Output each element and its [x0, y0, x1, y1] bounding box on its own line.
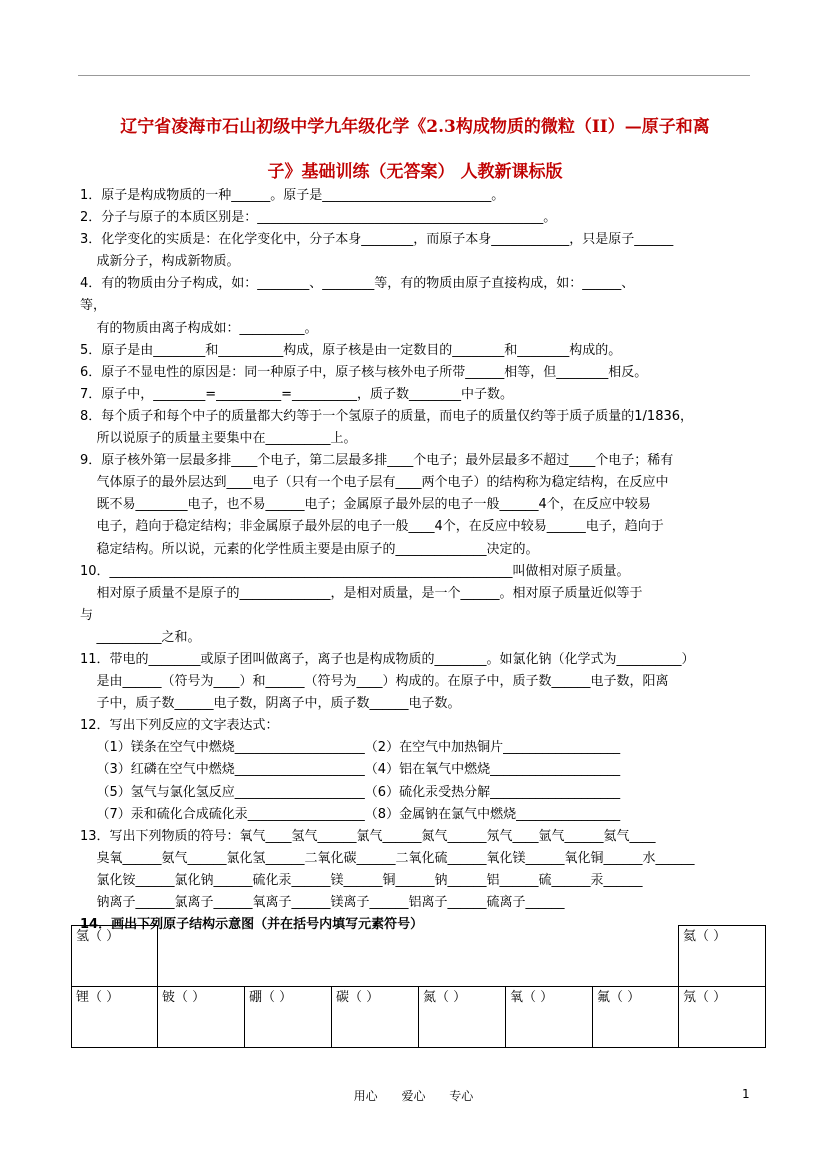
cell-fluorine[interactable]: 氟（ ）	[593, 987, 679, 1048]
cell-helium[interactable]: 氦（ ）	[679, 926, 766, 987]
exercise-line: 相对原子质量不是原子的______________，是相对质量，是一个______。相对原子质量近似等于	[80, 585, 643, 601]
exercise-line: 3．化学变化的实质是：在化学变化中，分子本身________，而原子本身____________，只是原子______	[80, 232, 674, 248]
exercise-line: （1）镁条在空气中燃烧____________________（2）在空气中加热铜片__________________	[80, 740, 621, 756]
exercise-line: 9．原子核外第一层最多排____个电子，第二层最多排____个电子；最外层最多不超过____个电子；稀有	[80, 453, 674, 469]
cell-nitrogen[interactable]: 氮（ ）	[419, 987, 506, 1048]
cell-lithium[interactable]: 锂（ ）	[72, 987, 158, 1048]
exercise-line: 是由______（符号为____）和______（符号为____）构成的。在原子中，质子数______电子数，阳离	[80, 674, 669, 690]
exercise-line: （3）红磷在空气中燃烧____________________（4）铝在氧气中燃烧____________________	[80, 762, 621, 778]
cell-boron[interactable]: 硼（ ）	[245, 987, 332, 1048]
cell-beryllium[interactable]: 铍（ ）	[158, 987, 245, 1048]
exercise-line: 与	[80, 607, 94, 623]
exercise-line: 4．有的物质由分子构成，如：________、________等，有的物质由原子直接构成，如：______、	[80, 276, 635, 292]
footer-motto: 用心 爱心 专心	[353, 1089, 474, 1103]
exercise-line: （7）汞和硫化合成硫化汞__________________（8）金属钠在氯气中燃烧________________	[80, 806, 621, 822]
empty-gap	[158, 926, 679, 987]
exercise-line: （5）氢气与氯化氢反应____________________（6）硫化汞受热分解____________________	[80, 784, 621, 800]
exercise-line: __________之和。	[80, 629, 201, 645]
exercise-line: 氯化铵______氯化钠______硫化汞______镁______铜______钠______铝______硫______汞______	[80, 872, 643, 888]
exercise-line: 所以说原子的质量主要集中在__________上。	[80, 431, 357, 447]
exercise-line: 1．原子是构成物质的一种______。原子是__________________________。	[80, 188, 505, 203]
cell-carbon[interactable]: 碳（ ）	[332, 987, 419, 1048]
exercise-line: 5．原子是由________和__________构成，原子核是由一定数目的________和________构成的。	[80, 342, 622, 358]
exercise-body	[80, 185, 760, 936]
exercise-line: 钠离子______氯离子______氧离子______镁离子______铝离子______硫离子______	[80, 895, 565, 910]
cell-neon[interactable]: 氖（ ）	[679, 987, 766, 1048]
exercise-line: 2．分子与原子的本质区别是：____________________________________________。	[80, 210, 557, 226]
exercise-line: 子中，质子数______电子数，阴离子中，质子数______电子数。	[80, 696, 461, 712]
exercise-line: 既不易________电子，也不易______电子；金属原子最外层的电子一般______4个，在反应中较易	[80, 497, 651, 513]
exercise-line: 8．每个质子和每个中子的质量都大约等于一个氢原子的质量，而电子的质量仅约等于质子质量的1/1836，	[80, 408, 694, 424]
question-14-heading: 14．画出下列原子结构示意图（并在括号内填写元素符号）	[80, 917, 424, 933]
page-title-line-1: 辽宁省凌海市石山初级中学九年级化学《2.3构成物质的微粒（II）—原子和离	[120, 117, 710, 137]
exercise-line: 6．原子不显电性的原因是：同一种原子中，原子核与核外电子所带______相等，但________相反。	[80, 364, 648, 380]
page-title-line-2: 子》基础训练（无答案） 人教新课标版	[267, 162, 563, 182]
exercise-line: 臭氧______氨气______氯化氢______二氧化碳______二氧化硫______氧化镁______氧化铜______水______	[80, 850, 695, 866]
exercise-line: 等，	[80, 298, 107, 314]
exercise-line: 成新分子，构成新物质。	[80, 254, 240, 270]
cell-hydrogen[interactable]: 氢（ ）	[72, 926, 158, 987]
page-number: 1	[742, 1087, 750, 1101]
header-rule	[78, 75, 750, 76]
exercise-line: 13．写出下列物质的符号：氧气____氢气______氯气______氮气______氖气____氩气______氦气____	[80, 828, 656, 844]
atom-structure-table	[71, 925, 766, 1048]
exercise-line: 10．______________________________________________________________叫做相对原子质量。	[80, 563, 630, 579]
exercise-line: 气体原子的最外层达到____电子（只有一个电子层有____两个电子）的结构称为稳定结构，在反应中	[80, 475, 669, 491]
exercise-line: 11．带电的________或原子团叫做离子，离子也是构成物质的________。如氯化钠（化学式为__________）	[80, 651, 695, 667]
cell-oxygen[interactable]: 氧（ ）	[506, 987, 593, 1048]
exercise-line: 12．写出下列反应的文字表达式：	[80, 718, 279, 734]
exercise-line: 稳定结构。所以说，元素的化学性质主要是由原子的______________决定的。	[80, 541, 539, 557]
exercise-line: 有的物质由离子构成如：__________。	[80, 320, 318, 336]
exercise-line: 电子，趋向于稳定结构；非金属原子最外层的电子一般____4个，在反应中较易______电子，趋向于	[80, 519, 664, 535]
exercise-line: 7．原子中，________=__________=__________，质子数________中子数。	[80, 386, 514, 402]
